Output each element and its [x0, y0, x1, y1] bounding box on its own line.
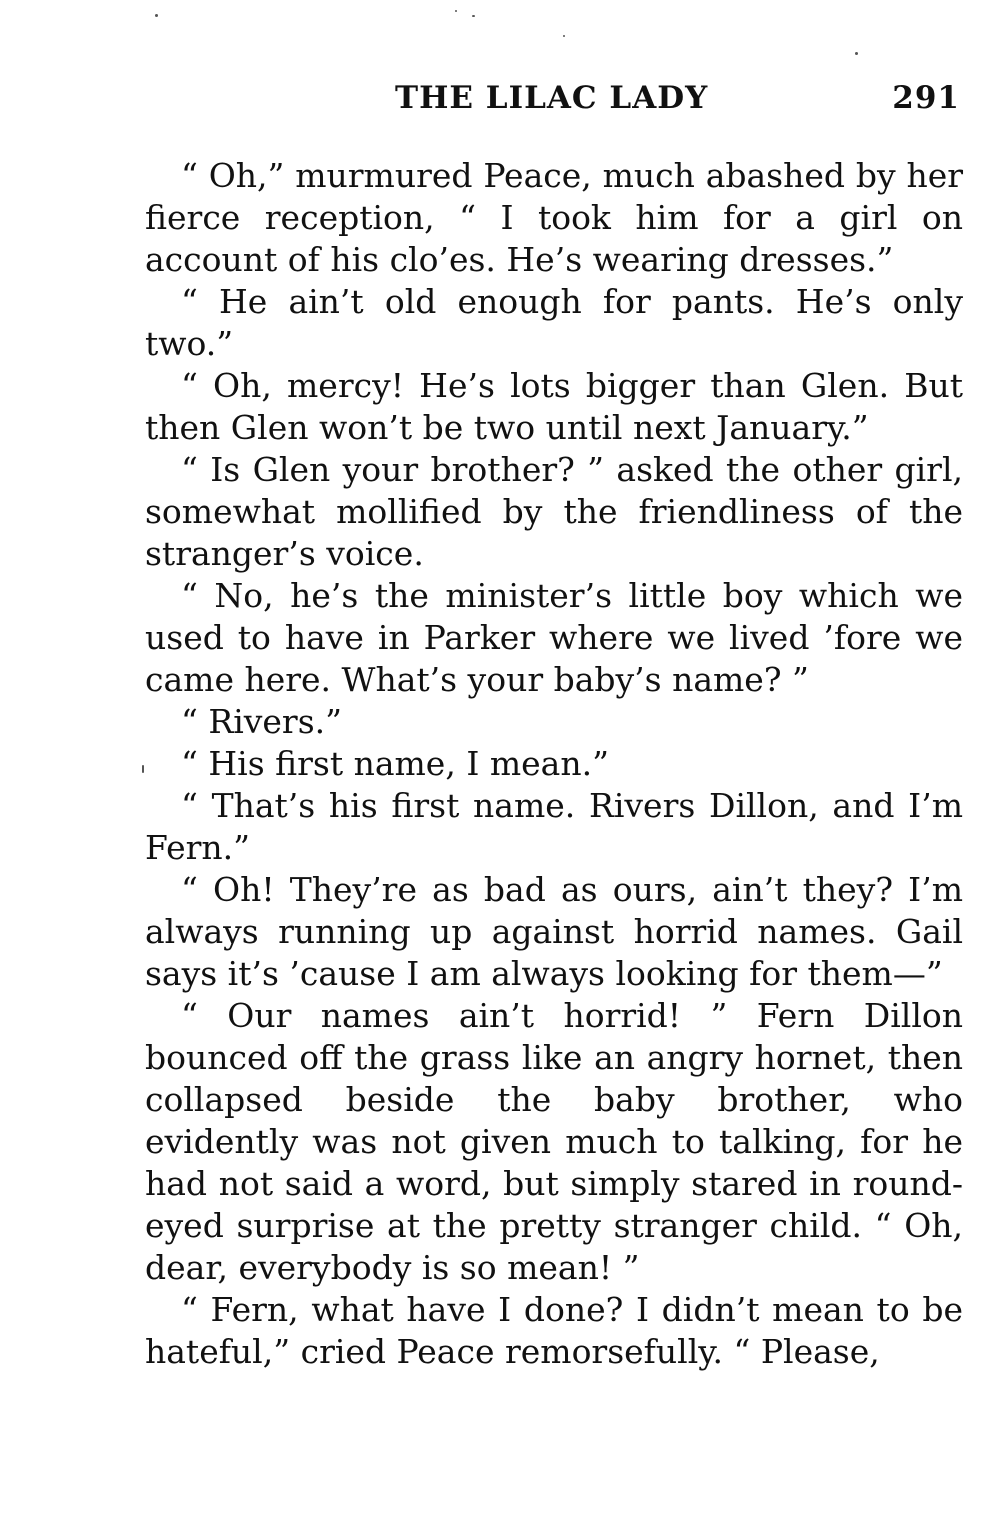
paragraph-7: “ His first name, I mean.” — [181, 744, 609, 783]
paragraph-9: “ Oh! They’re as bad as ours, ain’t they? I’m always running up against horrid names. Gail says it’s ’cause I am always looking for them—” — [145, 870, 963, 993]
paragraph-3: “ Oh, mercy! He’s lots bigger than Glen. But then Glen won’t be two until next January.” — [145, 366, 963, 447]
paragraph-4: “ Is Glen your brother? ” asked the other girl, somewhat mollified by the friendliness of the stranger’s voice. — [145, 450, 963, 573]
paragraph-6: “ Rivers.” — [181, 702, 343, 741]
paragraph-10: “ Our names ain’t horrid! ” Fern Dillon bounced off the grass like an angry hornet, then collapsed beside the baby brother, who evidently was not given much to talking, for he had not said a word, but simply stared in round-eyed surprise at the pretty stranger child. “ Oh, dear, everybody is so mean! ” — [145, 996, 963, 1287]
paragraph-11: “ Fern, what have I done? I didn’t mean to be hateful,” cried Peace remorsefully. “ Please, — [145, 1290, 963, 1371]
paragraph-1: “ Oh,” murmured Peace, much abashed by her fierce reception, “ I took him for a girl on account of his clo’es. He’s wearing dresses.” — [145, 156, 963, 279]
paragraph-8: “ That’s his first name. Rivers Dillon, and I’m Fern.” — [145, 786, 963, 867]
paragraph-5: “ No, he’s the minister’s little boy which we used to have in Parker where we lived ’fore we came here. What’s your baby’s name? ” — [145, 576, 963, 699]
page-number: 291 — [892, 80, 960, 116]
body-text — [145, 155, 963, 1373]
running-title: THE LILAC LADY — [395, 80, 709, 116]
running-header — [145, 80, 965, 124]
paragraph-2: “ He ain’t old enough for pants. He’s only two.” — [145, 282, 963, 363]
